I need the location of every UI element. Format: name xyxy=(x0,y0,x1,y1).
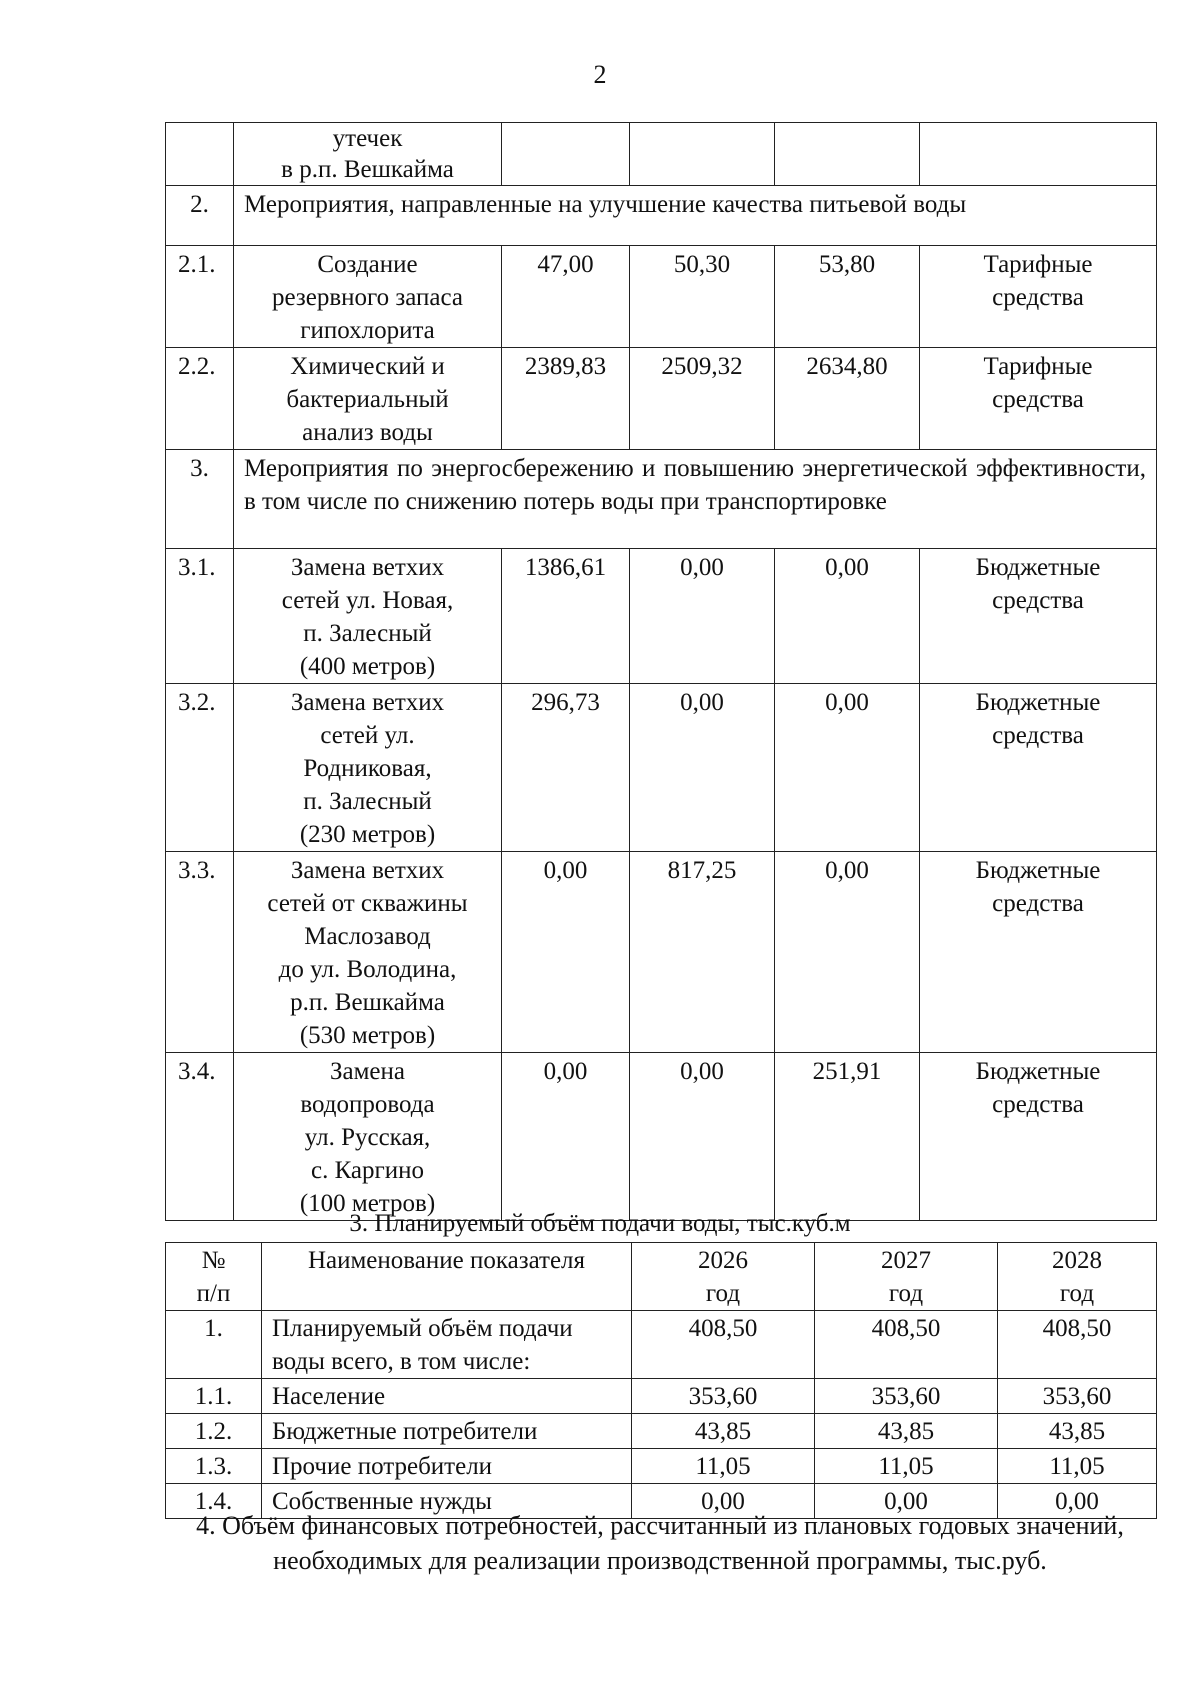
section-title: Мероприятия, направленные на улучшение качества питьевой воды xyxy=(234,186,1157,246)
value-2028: 251,91 xyxy=(775,1053,920,1221)
table-row xyxy=(166,348,1157,450)
header-number: № п/п xyxy=(166,1243,262,1311)
activities-table xyxy=(165,122,1157,1221)
funding-source: Бюджетные средства xyxy=(920,684,1157,852)
value-2028: 408,50 xyxy=(998,1311,1157,1379)
indicator-name: Население xyxy=(262,1379,632,1414)
value-2028: 43,85 xyxy=(998,1414,1157,1449)
table-row xyxy=(166,549,1157,684)
value-2027: 11,05 xyxy=(815,1449,998,1484)
header-2027: 2027 год xyxy=(815,1243,998,1311)
section-row xyxy=(166,450,1157,549)
value-2028: 11,05 xyxy=(998,1449,1157,1484)
section-number: 3. xyxy=(166,450,234,549)
water-supply-table xyxy=(165,1242,1157,1519)
value-2027: 353,60 xyxy=(815,1379,998,1414)
value-2028: 353,60 xyxy=(998,1379,1157,1414)
table-row xyxy=(166,123,1157,186)
header-indicator: Наименование показателя xyxy=(262,1243,632,1311)
value-2026: 2389,83 xyxy=(502,348,630,450)
table-row xyxy=(166,1053,1157,1221)
activity-name: утечек в р.п. Вешкайма xyxy=(234,123,502,186)
funding-source: Тарифные средства xyxy=(920,246,1157,348)
table-row xyxy=(166,1311,1157,1379)
value-2027: 50,30 xyxy=(630,246,775,348)
table-row xyxy=(166,1449,1157,1484)
row-number: 1. xyxy=(166,1311,262,1379)
funding-source: Бюджетные средства xyxy=(920,1053,1157,1221)
section-title: Мероприятия по энергосбережению и повышению энергетической эффективности, в том числе по снижению потерь воды при транспортировке xyxy=(234,450,1157,549)
table-row xyxy=(166,1414,1157,1449)
value-2028: 53,80 xyxy=(775,246,920,348)
value-2027: 0,00 xyxy=(630,1053,775,1221)
row-number: 3.1. xyxy=(166,549,234,684)
row-number: 3.3. xyxy=(166,852,234,1053)
funding-source: Бюджетные средства xyxy=(920,852,1157,1053)
indicator-name: Прочие потребители xyxy=(262,1449,632,1484)
section-number: 2. xyxy=(166,186,234,246)
value-2026: 47,00 xyxy=(502,246,630,348)
activity-name: Замена водопровода ул. Русская, с. Каргино (100 метров) xyxy=(234,1053,502,1221)
value-2027: 2509,32 xyxy=(630,348,775,450)
header-2028: 2028 год xyxy=(998,1243,1157,1311)
funding-source: Тарифные средства xyxy=(920,348,1157,450)
value-2026: 1386,61 xyxy=(502,549,630,684)
row-number: 1.3. xyxy=(166,1449,262,1484)
section-4-title: 4. Объём финансовых потребностей, рассчитанный из плановых годовых значений, необходимых для реализации производственной программы, тыс.руб. xyxy=(196,1511,1124,1575)
value-2028: 0,00 xyxy=(775,549,920,684)
value-2028: 2634,80 xyxy=(775,348,920,450)
indicator-name: Собственные нужды xyxy=(262,1484,632,1519)
activity-name: Замена ветхих сетей от скважины Маслозавод до ул. Володина, р.п. Вешкайма (530 метров) xyxy=(234,852,502,1053)
value-2027: 817,25 xyxy=(630,852,775,1053)
header-2026: 2026 год xyxy=(632,1243,815,1311)
value-2026: 0,00 xyxy=(502,1053,630,1221)
value-2027: 408,50 xyxy=(815,1311,998,1379)
indicator-name: Планируемый объём подачи воды всего, в том числе: xyxy=(262,1311,632,1379)
table-row xyxy=(166,246,1157,348)
table-row xyxy=(166,684,1157,852)
value-2028: 0,00 xyxy=(775,852,920,1053)
value-2026: 0,00 xyxy=(632,1484,815,1519)
table-header-row xyxy=(166,1243,1157,1311)
value-2026: 43,85 xyxy=(632,1414,815,1449)
page-number: 2 xyxy=(593,60,607,89)
value-2028: 0,00 xyxy=(775,684,920,852)
row-number: 1.1. xyxy=(166,1379,262,1414)
row-number: 1.4. xyxy=(166,1484,262,1519)
value-2026: 408,50 xyxy=(632,1311,815,1379)
row-number: 1.2. xyxy=(166,1414,262,1449)
value-2026: 353,60 xyxy=(632,1379,815,1414)
section-3-title: 3. Планируемый объём подачи воды, тыс.куб.м xyxy=(349,1210,851,1237)
funding-source: Бюджетные средства xyxy=(920,549,1157,684)
activity-name: Создание резервного запаса гипохлорита xyxy=(234,246,502,348)
table-row xyxy=(166,852,1157,1053)
value-2027: 0,00 xyxy=(630,684,775,852)
activity-name: Химический и бактериальный анализ воды xyxy=(234,348,502,450)
value-2027: 43,85 xyxy=(815,1414,998,1449)
indicator-name: Бюджетные потребители xyxy=(262,1414,632,1449)
row-number: 3.4. xyxy=(166,1053,234,1221)
value-2026: 11,05 xyxy=(632,1449,815,1484)
row-number: 2.2. xyxy=(166,348,234,450)
table-row xyxy=(166,1379,1157,1414)
activity-name: Замена ветхих сетей ул. Родниковая, п. Залесный (230 метров) xyxy=(234,684,502,852)
value-2027: 0,00 xyxy=(630,549,775,684)
row-number: 3.2. xyxy=(166,684,234,852)
activity-name: Замена ветхих сетей ул. Новая, п. Залесный (400 метров) xyxy=(234,549,502,684)
value-2026: 296,73 xyxy=(502,684,630,852)
section-row xyxy=(166,186,1157,246)
row-number: 2.1. xyxy=(166,246,234,348)
value-2027: 0,00 xyxy=(815,1484,998,1519)
value-2028: 0,00 xyxy=(998,1484,1157,1519)
value-2026: 0,00 xyxy=(502,852,630,1053)
